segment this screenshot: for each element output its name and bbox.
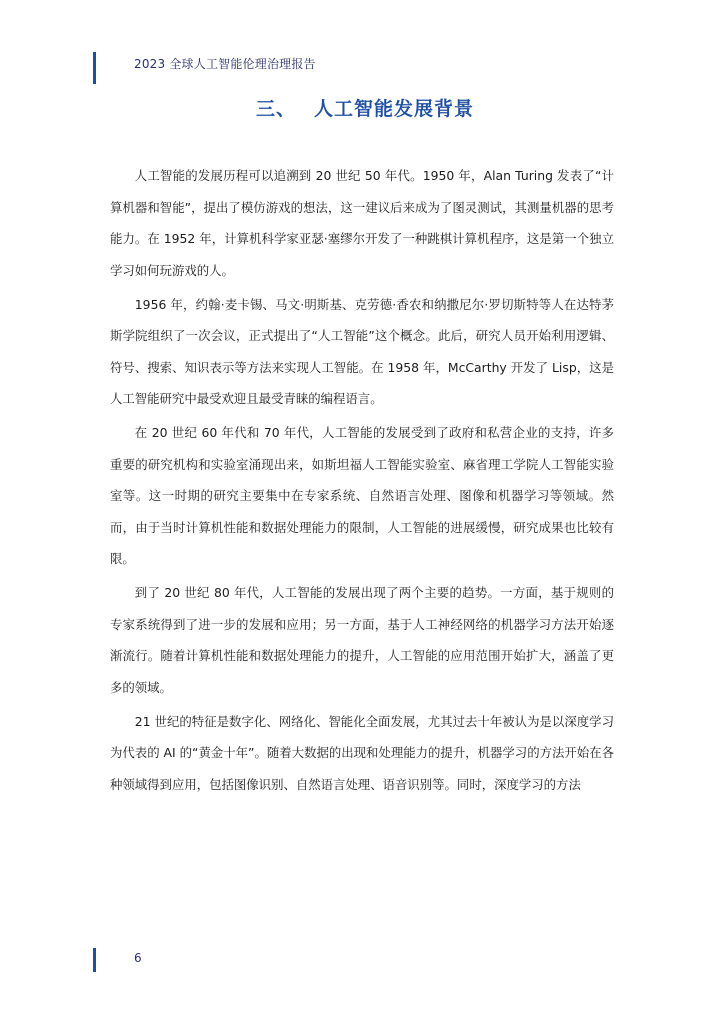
paragraph: 1956 年，约翰·麦卡锡、马文·明斯基、克劳德·香农和纳撒尼尔·罗切斯特等人在达特茅斯学院组织了一次会议，正式提出了“人工智能”这个概念。此后，研究人员开始利用逻辑、符号、搜索、知识表示等方法来实现人工智能。在 1958 年，McCarthy 开发了 Lisp，这是人工智能研究中最受欢迎且最受青睐的编程语言。 <box>110 296 614 406</box>
paragraph: 到了 20 世纪 80 年代，人工智能的发展出现了两个主要的趋势。一方面，基于规则的专家系统得到了进一步的发展和应用；另一方面，基于人工神经网络的机器学习方法开始逐渐流行。随着计算机性能和数据处理能力的提升，人工智能的应用范围开始扩大，涵盖了更多的领域。 <box>110 585 614 695</box>
paragraph: 在 20 世纪 60 年代和 70 年代，人工智能的发展受到了政府和私营企业的支持，许多重要的研究机构和实验室涌现出来，如斯坦福人工智能实验室、麻省理工学院人工智能实验室等。这一时期的研究主要集中在专家系统、自然语言处理、图像和机器学习等领域。然而，由于当时计算机性能和数据处理能力的限制，人工智能的进展缓慢，研究成果也比较有限。 <box>110 425 614 566</box>
page-number: 6 <box>134 951 142 965</box>
body-text <box>110 160 614 803</box>
header-accent-bar <box>93 52 96 84</box>
footer-accent-bar <box>93 948 96 972</box>
section-number: 三、 <box>255 98 296 120</box>
paragraph: 21 世纪的特征是数字化、网络化、智能化全面发展，尤其过去十年被认为是以深度学习为代表的 AI 的“黄金十年”。随着大数据的出现和处理能力的提升，机器学习的方法开始在各种领域得到应用，包括图像识别、自然语言处理、语音识别等。同时，深度学习的方法 <box>110 713 614 792</box>
section-heading <box>0 94 724 121</box>
report-header-title: 2023 全球人工智能伦理治理报告 <box>134 57 316 71</box>
section-title: 人工智能发展背景 <box>314 98 475 120</box>
paragraph: 人工智能的发展历程可以追溯到 20 世纪 50 年代。1950 年，Alan Turing 发表了“计算机器和智能”，提出了模仿游戏的想法，这一建议后来成为了图灵测试，其测量机器的思考能力。在 1952 年，计算机科学家亚瑟·塞缪尔开发了一种跳棋计算机程序，这是第一个独立学习如何玩游戏的人。 <box>110 168 614 278</box>
